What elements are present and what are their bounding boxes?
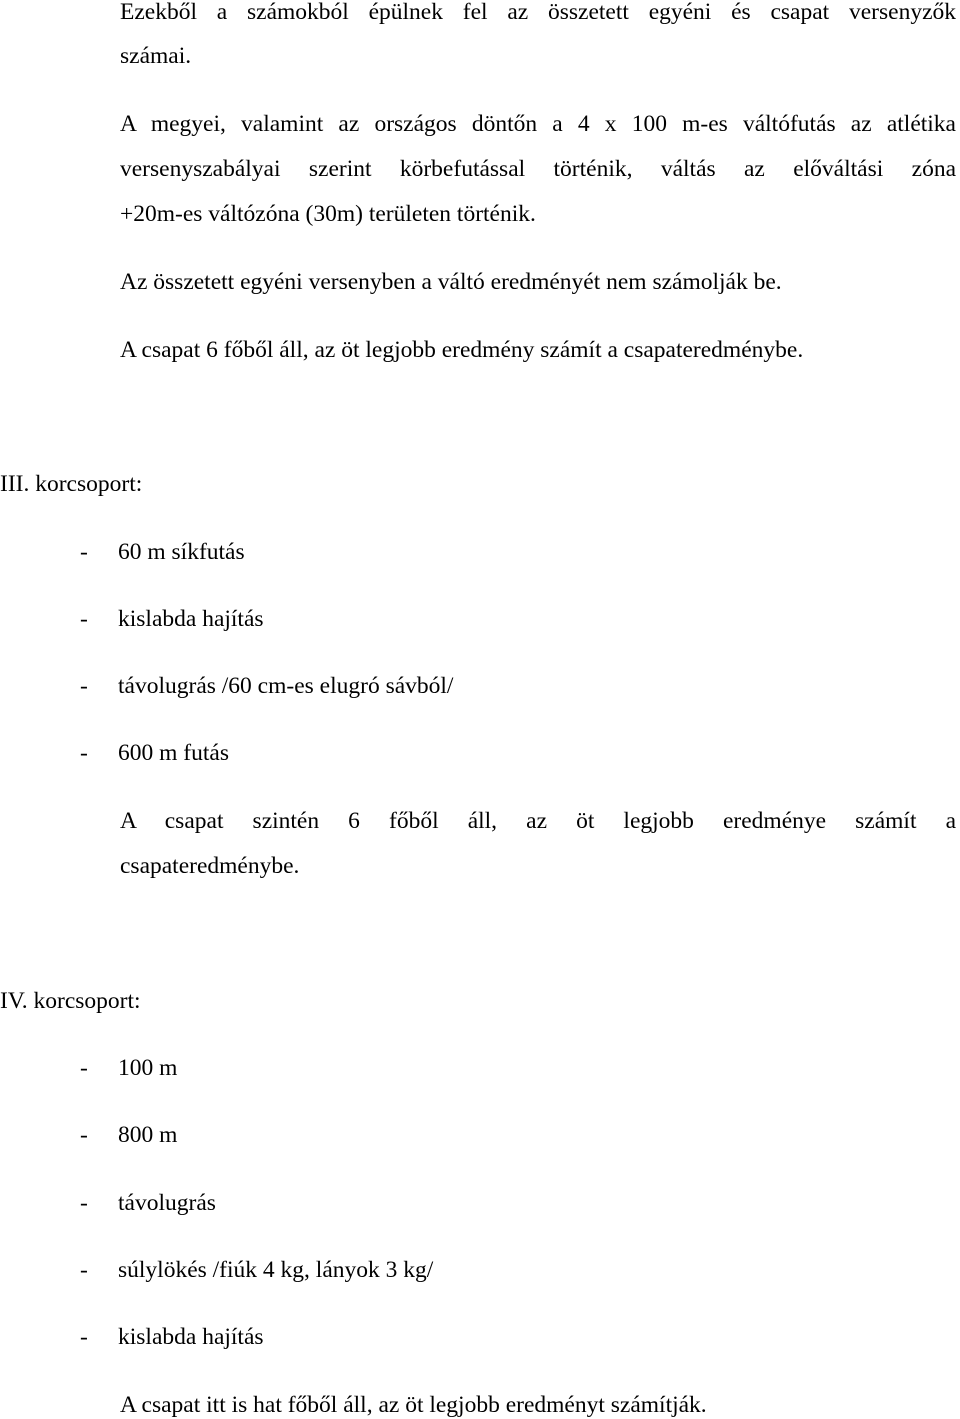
paragraph-team-note: A csapat 6 főből áll, az öt legjobb eredmény számít a csapateredménybe.: [120, 337, 804, 363]
paragraph-relay-line-1: A megyei, valamint az országos döntőn a 4 x 100 m-es váltófutás az atlétika: [120, 111, 956, 137]
bullet-dash: -: [80, 1122, 88, 1148]
group-3-item: távolugrás /60 cm-es elugró sávból/: [118, 673, 454, 699]
bullet-dash: -: [80, 606, 88, 632]
paragraph-intro-line-1: Ezekből a számokból épülnek fel az összetett egyéni és csapat versenyzők: [120, 0, 956, 25]
group-4-item: távolugrás: [118, 1190, 216, 1216]
group-3-note-line-2: csapateredménybe.: [120, 853, 300, 879]
bullet-dash: -: [80, 1324, 88, 1350]
paragraph-relay-line-3: +20m-es váltózóna (30m) területen történik.: [120, 201, 536, 227]
bullet-dash: -: [80, 1257, 88, 1283]
paragraph-intro-line-2: számai.: [120, 43, 192, 69]
bullet-dash: -: [80, 1190, 88, 1216]
group-4-item: kislabda hajítás: [118, 1324, 264, 1350]
group-4-item: 100 m: [118, 1055, 178, 1081]
group-4-item: súlylökés /fiúk 4 kg, lányok 3 kg/: [118, 1257, 434, 1283]
bullet-dash: -: [80, 673, 88, 699]
group-3-item: 60 m síkfutás: [118, 539, 245, 565]
bullet-dash: -: [80, 740, 88, 766]
paragraph-relay-line-2: versenyszabályai szerint körbefutással történik, váltás az előváltási zóna: [120, 156, 956, 182]
group-4-item: 800 m: [118, 1122, 178, 1148]
group-3-item: kislabda hajítás: [118, 606, 264, 632]
group-3-heading: III. korcsoport:: [0, 471, 143, 497]
group-3-note-line-1: A csapat szintén 6 főből áll, az öt legjobb eredménye számít a: [120, 808, 956, 834]
paragraph-individual-note: Az összetett egyéni versenyben a váltó eredményét nem számolják be.: [120, 269, 782, 295]
bullet-dash: -: [80, 1055, 88, 1081]
group-4-note: A csapat itt is hat főből áll, az öt legjobb eredményt számítják.: [120, 1392, 707, 1418]
group-4-heading: IV. korcsoport:: [0, 988, 141, 1014]
bullet-dash: -: [80, 539, 88, 565]
group-3-item: 600 m futás: [118, 740, 229, 766]
